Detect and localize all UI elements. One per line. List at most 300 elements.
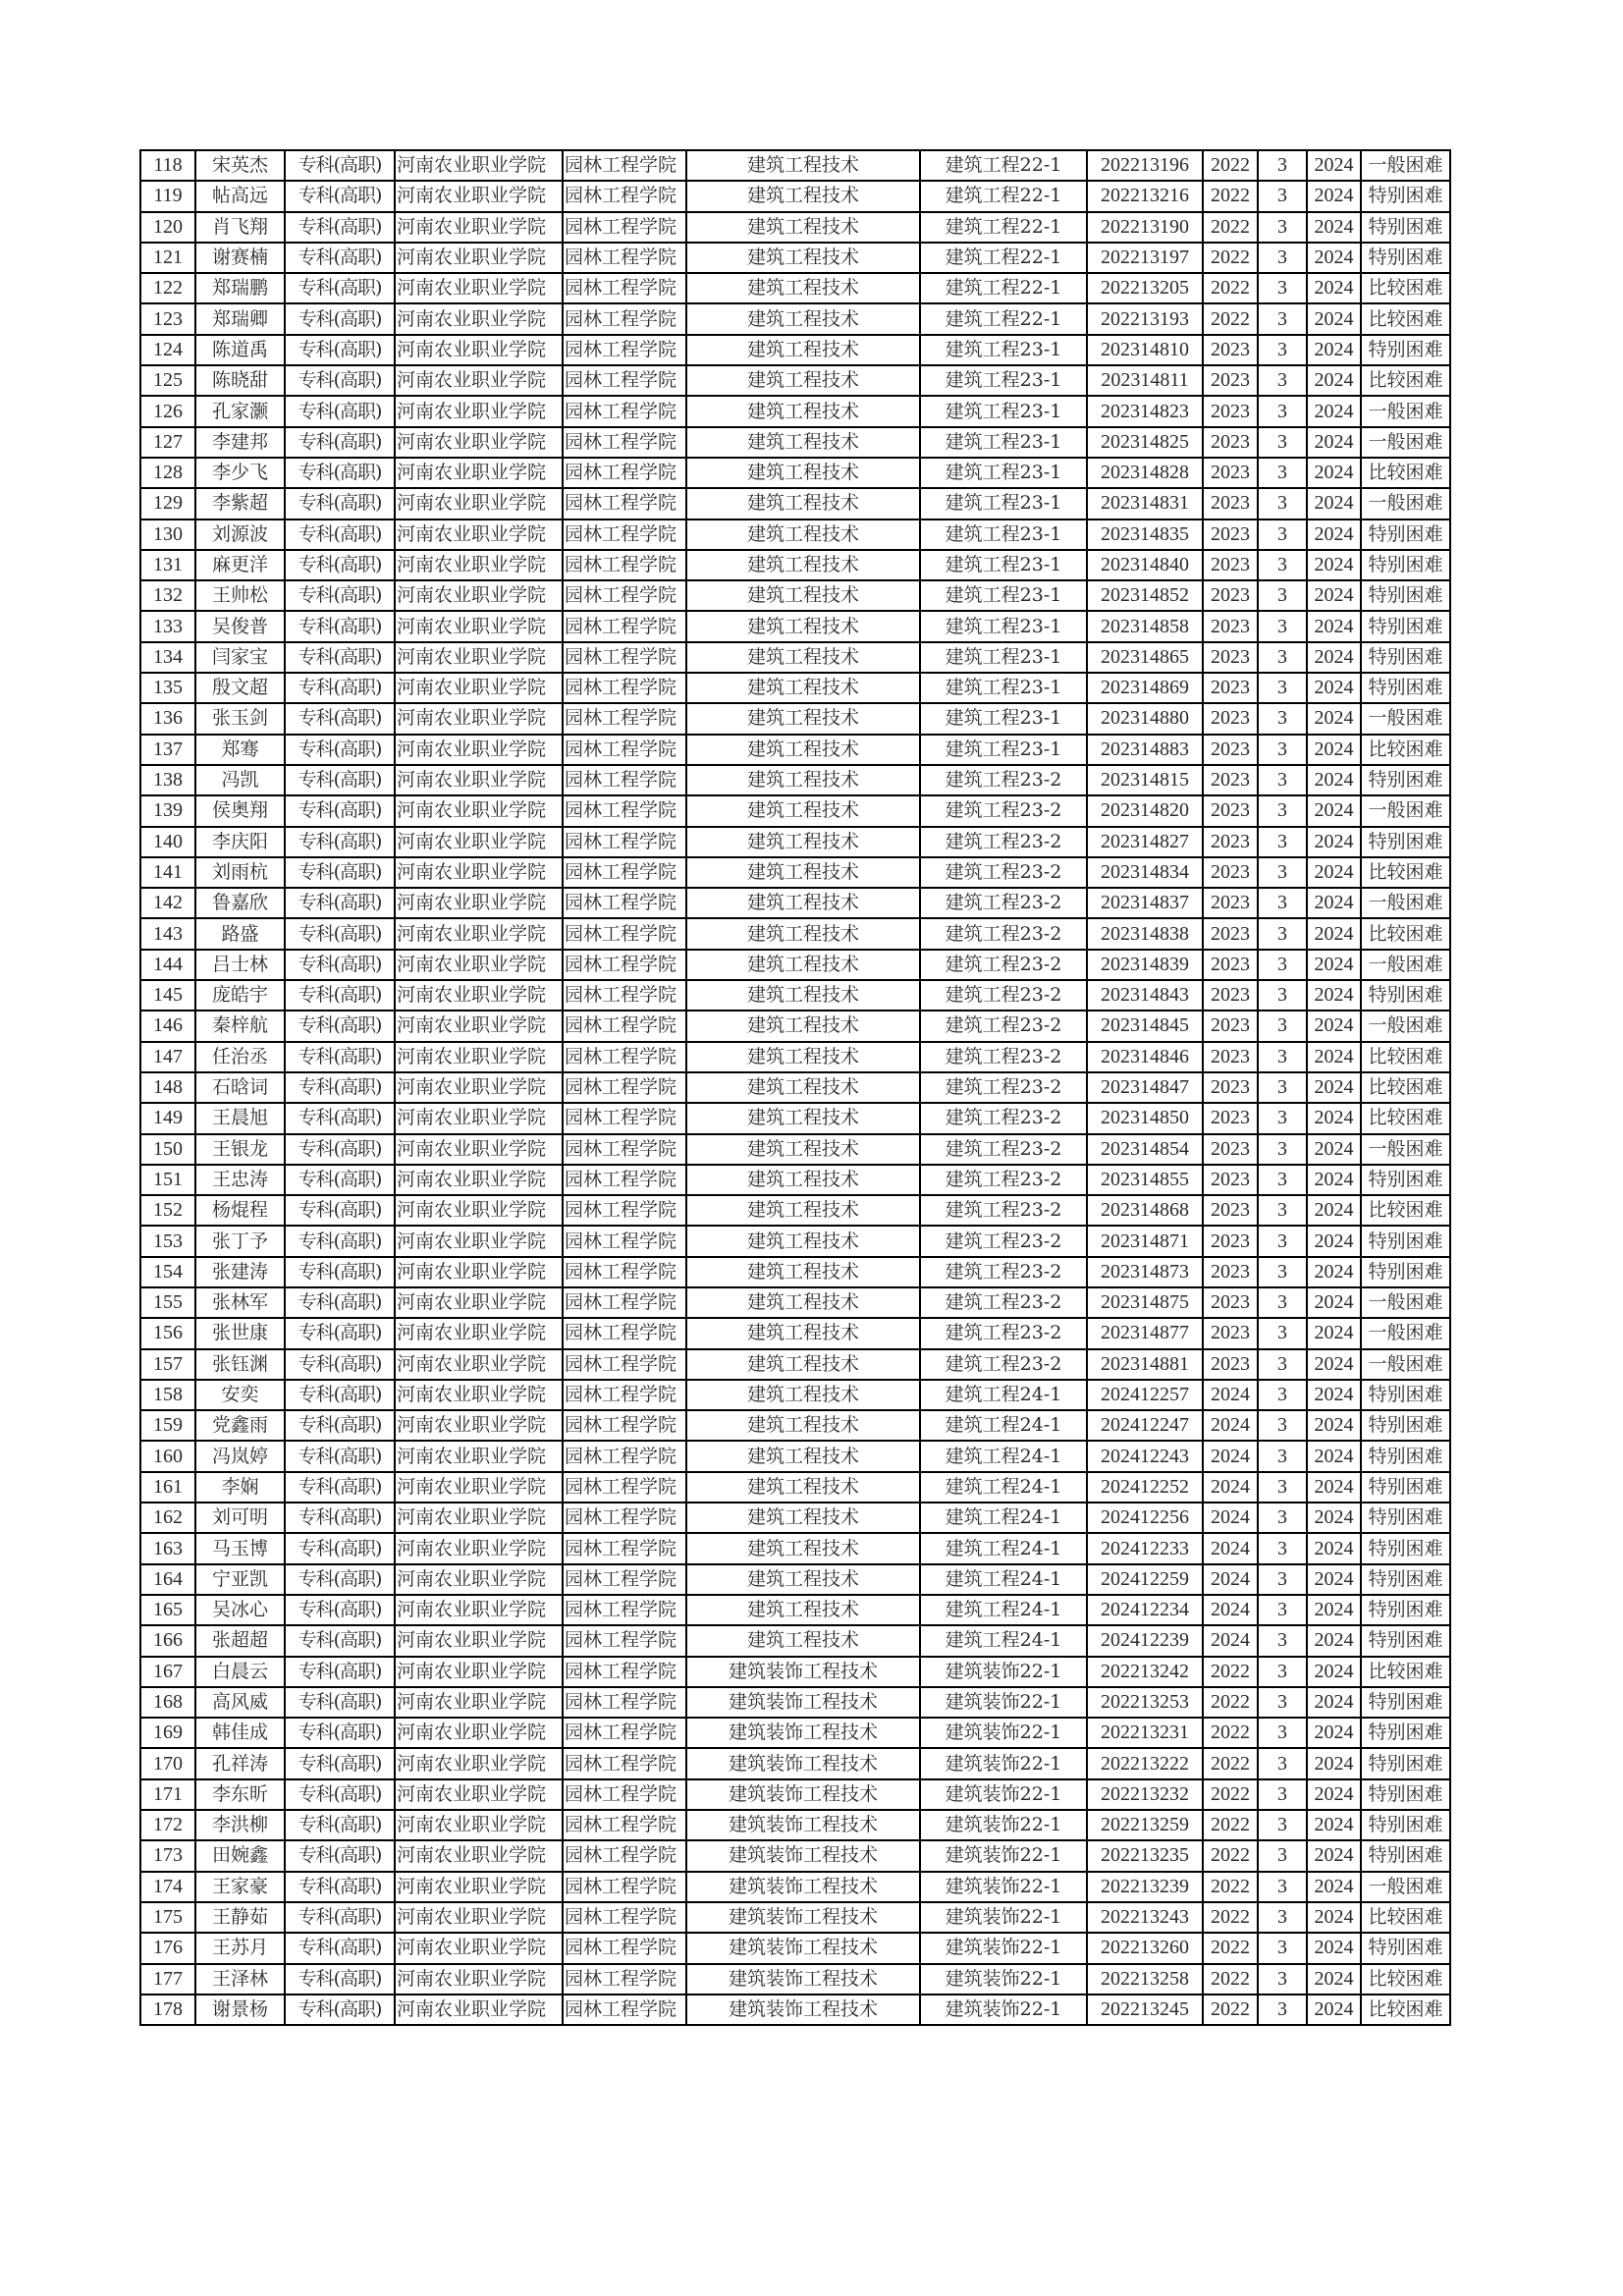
table-row bbox=[140, 1011, 1450, 1041]
cell-school: 河南农业职业学院 bbox=[395, 1226, 563, 1256]
cell-class: 建筑工程23-1 bbox=[920, 458, 1087, 488]
cell-enroll-year: 2023 bbox=[1203, 1349, 1258, 1380]
cell-student-id: 202213245 bbox=[1087, 1995, 1203, 2025]
cell-level: 专科(高职) bbox=[285, 1995, 395, 2025]
cell-difficulty: 特别困难 bbox=[1361, 642, 1450, 673]
cell-name: 郑瑞鹏 bbox=[195, 273, 285, 303]
cell-index: 165 bbox=[140, 1595, 195, 1625]
cell-level: 专科(高职) bbox=[285, 611, 395, 641]
cell-duration: 3 bbox=[1258, 1134, 1307, 1165]
cell-aid-year: 2024 bbox=[1307, 1042, 1361, 1072]
cell-school: 河南农业职业学院 bbox=[395, 1995, 563, 2025]
table-row bbox=[140, 365, 1450, 396]
cell-name: 麻更洋 bbox=[195, 550, 285, 580]
cell-major: 建筑工程技术 bbox=[686, 1165, 920, 1195]
cell-name: 李洪柳 bbox=[195, 1810, 285, 1840]
cell-duration: 3 bbox=[1258, 918, 1307, 949]
cell-difficulty: 一般困难 bbox=[1361, 1872, 1450, 1902]
cell-level: 专科(高职) bbox=[285, 1840, 395, 1871]
cell-school: 河南农业职业学院 bbox=[395, 703, 563, 734]
cell-enroll-year: 2022 bbox=[1203, 212, 1258, 243]
cell-level: 专科(高职) bbox=[285, 795, 395, 826]
cell-class: 建筑工程23-1 bbox=[920, 673, 1087, 703]
cell-college: 园林工程学院 bbox=[563, 519, 686, 550]
cell-level: 专科(高职) bbox=[285, 1595, 395, 1625]
cell-major: 建筑装饰工程技术 bbox=[686, 1995, 920, 2025]
cell-major: 建筑工程技术 bbox=[686, 1195, 920, 1226]
cell-difficulty: 特别困难 bbox=[1361, 611, 1450, 641]
cell-name: 张丁予 bbox=[195, 1226, 285, 1256]
table-row bbox=[140, 673, 1450, 703]
cell-difficulty: 特别困难 bbox=[1361, 181, 1450, 211]
cell-index: 148 bbox=[140, 1072, 195, 1103]
cell-student-id: 202314880 bbox=[1087, 703, 1203, 734]
cell-school: 河南农业职业学院 bbox=[395, 1134, 563, 1165]
cell-school: 河南农业职业学院 bbox=[395, 212, 563, 243]
cell-college: 园林工程学院 bbox=[563, 1718, 686, 1748]
cell-index: 173 bbox=[140, 1840, 195, 1871]
table-row bbox=[140, 795, 1450, 826]
cell-duration: 3 bbox=[1258, 458, 1307, 488]
cell-enroll-year: 2022 bbox=[1203, 1779, 1258, 1810]
cell-major: 建筑工程技术 bbox=[686, 1349, 920, 1380]
table-row bbox=[140, 1072, 1450, 1103]
cell-major: 建筑工程技术 bbox=[686, 918, 920, 949]
cell-student-id: 202314869 bbox=[1087, 673, 1203, 703]
table-row bbox=[140, 1134, 1450, 1165]
cell-college: 园林工程学院 bbox=[563, 273, 686, 303]
cell-difficulty: 特别困难 bbox=[1361, 1410, 1450, 1441]
cell-aid-year: 2024 bbox=[1307, 703, 1361, 734]
cell-class: 建筑工程22-1 bbox=[920, 181, 1087, 211]
cell-aid-year: 2024 bbox=[1307, 1287, 1361, 1318]
cell-enroll-year: 2023 bbox=[1203, 1042, 1258, 1072]
cell-college: 园林工程学院 bbox=[563, 1441, 686, 1471]
cell-name: 宁亚凯 bbox=[195, 1564, 285, 1595]
cell-major: 建筑工程技术 bbox=[686, 1595, 920, 1625]
cell-index: 169 bbox=[140, 1718, 195, 1748]
cell-difficulty: 特别困难 bbox=[1361, 827, 1450, 857]
cell-enroll-year: 2022 bbox=[1203, 1933, 1258, 1963]
cell-class: 建筑工程24-1 bbox=[920, 1472, 1087, 1503]
table-row bbox=[140, 980, 1450, 1011]
cell-student-id: 202314838 bbox=[1087, 918, 1203, 949]
cell-level: 专科(高职) bbox=[285, 365, 395, 396]
cell-college: 园林工程学院 bbox=[563, 1995, 686, 2025]
cell-class: 建筑工程23-1 bbox=[920, 642, 1087, 673]
cell-index: 171 bbox=[140, 1779, 195, 1810]
cell-aid-year: 2024 bbox=[1307, 673, 1361, 703]
cell-class: 建筑工程23-2 bbox=[920, 1134, 1087, 1165]
cell-name: 郑骞 bbox=[195, 735, 285, 765]
cell-level: 专科(高职) bbox=[285, 1748, 395, 1778]
cell-difficulty: 特别困难 bbox=[1361, 335, 1450, 365]
cell-school: 河南农业职业学院 bbox=[395, 1840, 563, 1871]
cell-college: 园林工程学院 bbox=[563, 1810, 686, 1840]
cell-aid-year: 2024 bbox=[1307, 1380, 1361, 1410]
cell-level: 专科(高职) bbox=[285, 918, 395, 949]
cell-difficulty: 特别困难 bbox=[1361, 1933, 1450, 1963]
cell-class: 建筑工程23-1 bbox=[920, 703, 1087, 734]
cell-college: 园林工程学院 bbox=[563, 1472, 686, 1503]
cell-difficulty: 比较困难 bbox=[1361, 1902, 1450, 1933]
cell-name: 王静茹 bbox=[195, 1902, 285, 1933]
cell-class: 建筑工程24-1 bbox=[920, 1410, 1087, 1441]
table-row bbox=[140, 550, 1450, 580]
table-row bbox=[140, 458, 1450, 488]
cell-aid-year: 2024 bbox=[1307, 827, 1361, 857]
cell-duration: 3 bbox=[1258, 150, 1307, 181]
cell-class: 建筑工程23-2 bbox=[920, 1103, 1087, 1133]
table-row bbox=[140, 1595, 1450, 1625]
table-row bbox=[140, 181, 1450, 211]
cell-level: 专科(高职) bbox=[285, 642, 395, 673]
cell-major: 建筑装饰工程技术 bbox=[686, 1779, 920, 1810]
table-row bbox=[140, 1103, 1450, 1133]
cell-index: 132 bbox=[140, 580, 195, 611]
cell-name: 李少飞 bbox=[195, 458, 285, 488]
cell-difficulty: 比较困难 bbox=[1361, 1964, 1450, 1995]
cell-name: 王忠涛 bbox=[195, 1165, 285, 1195]
cell-duration: 3 bbox=[1258, 1657, 1307, 1687]
cell-student-id: 202412259 bbox=[1087, 1564, 1203, 1595]
cell-name: 侯奥翔 bbox=[195, 795, 285, 826]
cell-duration: 3 bbox=[1258, 1840, 1307, 1871]
cell-major: 建筑工程技术 bbox=[686, 1103, 920, 1133]
cell-level: 专科(高职) bbox=[285, 1718, 395, 1748]
cell-index: 168 bbox=[140, 1687, 195, 1718]
cell-school: 河南农业职业学院 bbox=[395, 1472, 563, 1503]
table-row bbox=[140, 1872, 1450, 1902]
cell-student-id: 202213243 bbox=[1087, 1902, 1203, 1933]
cell-index: 144 bbox=[140, 950, 195, 980]
cell-name: 任治丞 bbox=[195, 1042, 285, 1072]
cell-college: 园林工程学院 bbox=[563, 458, 686, 488]
cell-name: 宋英杰 bbox=[195, 150, 285, 181]
cell-enroll-year: 2024 bbox=[1203, 1564, 1258, 1595]
cell-school: 河南农业职业学院 bbox=[395, 580, 563, 611]
table-row bbox=[140, 950, 1450, 980]
cell-duration: 3 bbox=[1258, 1779, 1307, 1810]
cell-name: 田婉鑫 bbox=[195, 1840, 285, 1871]
table-row bbox=[140, 273, 1450, 303]
cell-index: 153 bbox=[140, 1226, 195, 1256]
cell-class: 建筑工程23-1 bbox=[920, 611, 1087, 641]
table-row bbox=[140, 1718, 1450, 1748]
cell-student-id: 202213196 bbox=[1087, 150, 1203, 181]
cell-college: 园林工程学院 bbox=[563, 673, 686, 703]
cell-level: 专科(高职) bbox=[285, 519, 395, 550]
cell-level: 专科(高职) bbox=[285, 1165, 395, 1195]
cell-level: 专科(高职) bbox=[285, 1810, 395, 1840]
cell-difficulty: 特别困难 bbox=[1361, 1718, 1450, 1748]
cell-college: 园林工程学院 bbox=[563, 1564, 686, 1595]
cell-class: 建筑装饰22-1 bbox=[920, 1718, 1087, 1748]
cell-major: 建筑装饰工程技术 bbox=[686, 1687, 920, 1718]
cell-level: 专科(高职) bbox=[285, 1072, 395, 1103]
cell-college: 园林工程学院 bbox=[563, 1872, 686, 1902]
cell-student-id: 202412239 bbox=[1087, 1625, 1203, 1656]
cell-level: 专科(高职) bbox=[285, 1872, 395, 1902]
cell-student-id: 202314831 bbox=[1087, 488, 1203, 519]
cell-index: 130 bbox=[140, 519, 195, 550]
cell-class: 建筑工程23-2 bbox=[920, 857, 1087, 888]
cell-college: 园林工程学院 bbox=[563, 827, 686, 857]
cell-college: 园林工程学院 bbox=[563, 795, 686, 826]
table-row bbox=[140, 1995, 1450, 2025]
cell-school: 河南农业职业学院 bbox=[395, 673, 563, 703]
cell-college: 园林工程学院 bbox=[563, 1748, 686, 1778]
cell-major: 建筑工程技术 bbox=[686, 980, 920, 1011]
cell-duration: 3 bbox=[1258, 1687, 1307, 1718]
cell-school: 河南农业职业学院 bbox=[395, 1657, 563, 1687]
cell-enroll-year: 2023 bbox=[1203, 1287, 1258, 1318]
cell-student-id: 202213242 bbox=[1087, 1657, 1203, 1687]
cell-student-id: 202314847 bbox=[1087, 1072, 1203, 1103]
cell-level: 专科(高职) bbox=[285, 303, 395, 334]
cell-major: 建筑工程技术 bbox=[686, 827, 920, 857]
cell-school: 河南农业职业学院 bbox=[395, 918, 563, 949]
cell-school: 河南农业职业学院 bbox=[395, 1872, 563, 1902]
cell-college: 园林工程学院 bbox=[563, 1072, 686, 1103]
cell-class: 建筑工程23-2 bbox=[920, 827, 1087, 857]
cell-index: 137 bbox=[140, 735, 195, 765]
cell-difficulty: 比较困难 bbox=[1361, 458, 1450, 488]
cell-college: 园林工程学院 bbox=[563, 396, 686, 426]
cell-aid-year: 2024 bbox=[1307, 427, 1361, 458]
cell-duration: 3 bbox=[1258, 212, 1307, 243]
cell-duration: 3 bbox=[1258, 1902, 1307, 1933]
cell-class: 建筑工程23-1 bbox=[920, 365, 1087, 396]
cell-student-id: 202213190 bbox=[1087, 212, 1203, 243]
cell-class: 建筑工程23-2 bbox=[920, 1011, 1087, 1041]
cell-duration: 3 bbox=[1258, 365, 1307, 396]
cell-duration: 3 bbox=[1258, 303, 1307, 334]
cell-enroll-year: 2023 bbox=[1203, 396, 1258, 426]
cell-class: 建筑装饰22-1 bbox=[920, 1748, 1087, 1778]
cell-name: 党鑫雨 bbox=[195, 1410, 285, 1441]
cell-enroll-year: 2022 bbox=[1203, 243, 1258, 273]
cell-index: 127 bbox=[140, 427, 195, 458]
table-row bbox=[140, 918, 1450, 949]
cell-school: 河南农业职业学院 bbox=[395, 488, 563, 519]
cell-name: 陈晓甜 bbox=[195, 365, 285, 396]
cell-college: 园林工程学院 bbox=[563, 857, 686, 888]
cell-major: 建筑工程技术 bbox=[686, 888, 920, 918]
table-body bbox=[140, 150, 1450, 2025]
cell-class: 建筑装饰22-1 bbox=[920, 1872, 1087, 1902]
cell-major: 建筑工程技术 bbox=[686, 243, 920, 273]
cell-aid-year: 2024 bbox=[1307, 1748, 1361, 1778]
cell-class: 建筑装饰22-1 bbox=[920, 1810, 1087, 1840]
cell-name: 李娴 bbox=[195, 1472, 285, 1503]
table-row bbox=[140, 150, 1450, 181]
table-row bbox=[140, 1533, 1450, 1563]
cell-school: 河南农业职业学院 bbox=[395, 243, 563, 273]
cell-name: 闫家宝 bbox=[195, 642, 285, 673]
cell-class: 建筑工程24-1 bbox=[920, 1625, 1087, 1656]
cell-major: 建筑工程技术 bbox=[686, 857, 920, 888]
cell-duration: 3 bbox=[1258, 611, 1307, 641]
cell-duration: 3 bbox=[1258, 642, 1307, 673]
cell-major: 建筑工程技术 bbox=[686, 611, 920, 641]
cell-level: 专科(高职) bbox=[285, 673, 395, 703]
cell-difficulty: 一般困难 bbox=[1361, 396, 1450, 426]
cell-name: 石晗词 bbox=[195, 1072, 285, 1103]
cell-college: 园林工程学院 bbox=[563, 550, 686, 580]
cell-class: 建筑装饰22-1 bbox=[920, 1779, 1087, 1810]
cell-major: 建筑工程技术 bbox=[686, 396, 920, 426]
cell-student-id: 202314837 bbox=[1087, 888, 1203, 918]
cell-difficulty: 一般困难 bbox=[1361, 1134, 1450, 1165]
cell-college: 园林工程学院 bbox=[563, 1165, 686, 1195]
cell-level: 专科(高职) bbox=[285, 488, 395, 519]
cell-level: 专科(高职) bbox=[285, 1226, 395, 1256]
cell-college: 园林工程学院 bbox=[563, 1380, 686, 1410]
cell-class: 建筑装饰22-1 bbox=[920, 1933, 1087, 1963]
cell-duration: 3 bbox=[1258, 950, 1307, 980]
cell-student-id: 202213216 bbox=[1087, 181, 1203, 211]
cell-class: 建筑装饰22-1 bbox=[920, 1840, 1087, 1871]
cell-difficulty: 一般困难 bbox=[1361, 488, 1450, 519]
cell-name: 韩佳成 bbox=[195, 1718, 285, 1748]
cell-name: 安奕 bbox=[195, 1380, 285, 1410]
table-row bbox=[140, 735, 1450, 765]
cell-class: 建筑装饰22-1 bbox=[920, 1964, 1087, 1995]
cell-aid-year: 2024 bbox=[1307, 458, 1361, 488]
cell-index: 155 bbox=[140, 1287, 195, 1318]
cell-enroll-year: 2023 bbox=[1203, 611, 1258, 641]
cell-major: 建筑工程技术 bbox=[686, 550, 920, 580]
cell-enroll-year: 2023 bbox=[1203, 1103, 1258, 1133]
cell-college: 园林工程学院 bbox=[563, 1625, 686, 1656]
cell-duration: 3 bbox=[1258, 335, 1307, 365]
cell-major: 建筑工程技术 bbox=[686, 580, 920, 611]
cell-name: 高风威 bbox=[195, 1687, 285, 1718]
cell-aid-year: 2024 bbox=[1307, 1165, 1361, 1195]
cell-name: 张玉剑 bbox=[195, 703, 285, 734]
cell-college: 园林工程学院 bbox=[563, 1042, 686, 1072]
table-row bbox=[140, 1195, 1450, 1226]
cell-level: 专科(高职) bbox=[285, 980, 395, 1011]
cell-level: 专科(高职) bbox=[285, 1779, 395, 1810]
cell-major: 建筑工程技术 bbox=[686, 1042, 920, 1072]
cell-college: 园林工程学院 bbox=[563, 1533, 686, 1563]
table-row bbox=[140, 1810, 1450, 1840]
cell-student-id: 202314875 bbox=[1087, 1287, 1203, 1318]
cell-student-id: 202314846 bbox=[1087, 1042, 1203, 1072]
cell-index: 170 bbox=[140, 1748, 195, 1778]
cell-level: 专科(高职) bbox=[285, 1195, 395, 1226]
cell-enroll-year: 2022 bbox=[1203, 273, 1258, 303]
cell-aid-year: 2024 bbox=[1307, 1410, 1361, 1441]
cell-student-id: 202314868 bbox=[1087, 1195, 1203, 1226]
cell-name: 冯凯 bbox=[195, 765, 285, 795]
table-row bbox=[140, 1318, 1450, 1348]
cell-enroll-year: 2023 bbox=[1203, 950, 1258, 980]
table-row bbox=[140, 1472, 1450, 1503]
table-row bbox=[140, 1840, 1450, 1871]
cell-duration: 3 bbox=[1258, 1625, 1307, 1656]
cell-aid-year: 2024 bbox=[1307, 735, 1361, 765]
cell-enroll-year: 2023 bbox=[1203, 1195, 1258, 1226]
cell-school: 河南农业职业学院 bbox=[395, 1564, 563, 1595]
cell-enroll-year: 2023 bbox=[1203, 857, 1258, 888]
cell-duration: 3 bbox=[1258, 1964, 1307, 1995]
cell-class: 建筑工程23-2 bbox=[920, 1042, 1087, 1072]
cell-aid-year: 2024 bbox=[1307, 1995, 1361, 2025]
cell-difficulty: 特别困难 bbox=[1361, 1840, 1450, 1871]
cell-class: 建筑工程23-2 bbox=[920, 1257, 1087, 1287]
table-row bbox=[140, 1257, 1450, 1287]
cell-student-id: 202314828 bbox=[1087, 458, 1203, 488]
cell-school: 河南农业职业学院 bbox=[395, 1902, 563, 1933]
cell-aid-year: 2024 bbox=[1307, 1872, 1361, 1902]
cell-student-id: 202314871 bbox=[1087, 1226, 1203, 1256]
cell-level: 专科(高职) bbox=[285, 1902, 395, 1933]
table-row bbox=[140, 303, 1450, 334]
cell-school: 河南农业职业学院 bbox=[395, 1257, 563, 1287]
cell-school: 河南农业职业学院 bbox=[395, 1533, 563, 1563]
cell-major: 建筑工程技术 bbox=[686, 1318, 920, 1348]
cell-level: 专科(高职) bbox=[285, 1625, 395, 1656]
cell-aid-year: 2024 bbox=[1307, 642, 1361, 673]
cell-level: 专科(高职) bbox=[285, 396, 395, 426]
table-row bbox=[140, 1625, 1450, 1656]
cell-index: 172 bbox=[140, 1810, 195, 1840]
cell-enroll-year: 2024 bbox=[1203, 1441, 1258, 1471]
cell-duration: 3 bbox=[1258, 1011, 1307, 1041]
cell-school: 河南农业职业学院 bbox=[395, 980, 563, 1011]
cell-index: 161 bbox=[140, 1472, 195, 1503]
cell-name: 冯岚婷 bbox=[195, 1441, 285, 1471]
cell-duration: 3 bbox=[1258, 703, 1307, 734]
cell-aid-year: 2024 bbox=[1307, 857, 1361, 888]
cell-name: 孔家灏 bbox=[195, 396, 285, 426]
cell-class: 建筑工程24-1 bbox=[920, 1380, 1087, 1410]
cell-major: 建筑装饰工程技术 bbox=[686, 1964, 920, 1995]
cell-difficulty: 特别困难 bbox=[1361, 1165, 1450, 1195]
cell-class: 建筑工程22-1 bbox=[920, 303, 1087, 334]
cell-enroll-year: 2023 bbox=[1203, 580, 1258, 611]
cell-school: 河南农业职业学院 bbox=[395, 1779, 563, 1810]
cell-school: 河南农业职业学院 bbox=[395, 1287, 563, 1318]
table-row bbox=[140, 611, 1450, 641]
cell-name: 郑瑞卿 bbox=[195, 303, 285, 334]
cell-level: 专科(高职) bbox=[285, 1503, 395, 1533]
cell-major: 建筑工程技术 bbox=[686, 1410, 920, 1441]
cell-difficulty: 比较困难 bbox=[1361, 1195, 1450, 1226]
cell-school: 河南农业职业学院 bbox=[395, 795, 563, 826]
cell-index: 167 bbox=[140, 1657, 195, 1687]
cell-duration: 3 bbox=[1258, 1165, 1307, 1195]
cell-student-id: 202213205 bbox=[1087, 273, 1203, 303]
cell-enroll-year: 2023 bbox=[1203, 427, 1258, 458]
cell-duration: 3 bbox=[1258, 1995, 1307, 2025]
table-row bbox=[140, 335, 1450, 365]
cell-aid-year: 2024 bbox=[1307, 1472, 1361, 1503]
cell-class: 建筑工程23-2 bbox=[920, 1318, 1087, 1348]
cell-level: 专科(高职) bbox=[285, 150, 395, 181]
cell-college: 园林工程学院 bbox=[563, 1011, 686, 1041]
cell-college: 园林工程学院 bbox=[563, 888, 686, 918]
cell-index: 122 bbox=[140, 273, 195, 303]
cell-difficulty: 一般困难 bbox=[1361, 795, 1450, 826]
cell-college: 园林工程学院 bbox=[563, 1595, 686, 1625]
cell-major: 建筑工程技术 bbox=[686, 795, 920, 826]
cell-name: 张世康 bbox=[195, 1318, 285, 1348]
cell-school: 河南农业职业学院 bbox=[395, 427, 563, 458]
